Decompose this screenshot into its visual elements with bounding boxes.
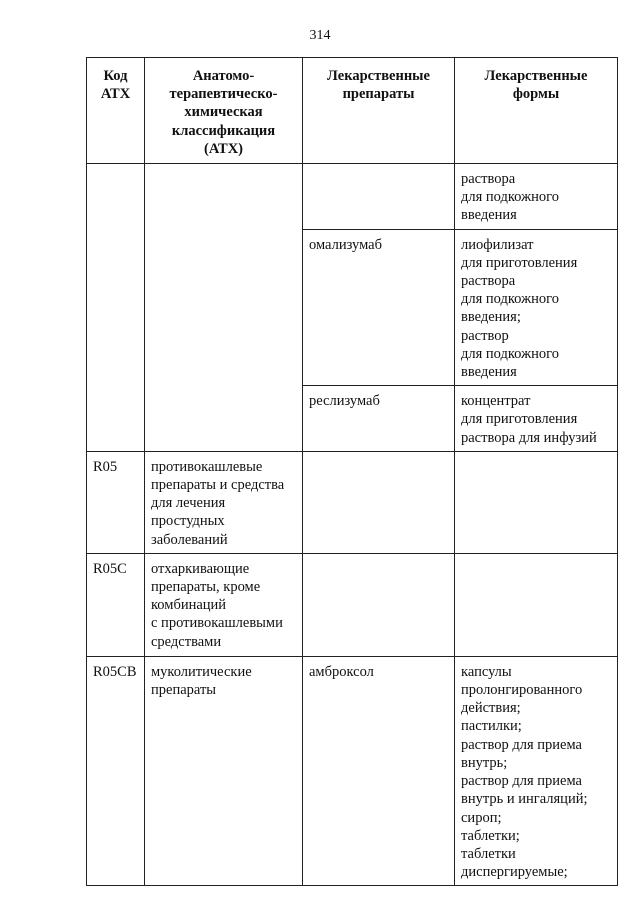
- cell-text-line: капсулы: [461, 663, 512, 680]
- cell-text-line: формы: [512, 86, 560, 103]
- cell-text-line: амброксол: [309, 663, 374, 680]
- cell-text-line: противокашлевые: [151, 458, 263, 475]
- code-cell: [87, 553, 145, 656]
- cell-text-line: внутрь;: [461, 754, 508, 771]
- cell-text-line: для подкожного: [461, 291, 559, 308]
- cell-text-line: введения: [461, 364, 517, 381]
- cell-text-line: R05C: [93, 560, 127, 577]
- cell-text-line: раствор для приема: [461, 736, 582, 753]
- drug-cell: [303, 451, 455, 553]
- cell-text-line: терапевтическо-: [169, 86, 278, 103]
- drug-cell: [303, 164, 455, 230]
- classification-cell: [145, 451, 303, 553]
- table-row: [87, 451, 618, 553]
- cell-text-line: Анатомо-: [192, 68, 255, 84]
- cell-text-line: пастилки;: [461, 718, 522, 735]
- cell-text-line: R05CB: [93, 663, 137, 680]
- table-row: [87, 656, 618, 885]
- cell-text-line: для подкожного: [461, 345, 559, 362]
- cell-text-line: средствами: [151, 633, 222, 650]
- cell-text-line: диспергируемые;: [461, 864, 568, 881]
- drug-cell: [303, 229, 455, 386]
- code-cell: [87, 451, 145, 553]
- forms-cell: [455, 386, 618, 452]
- cell-text-line: таблетки;: [461, 827, 520, 844]
- cell-text-line: раствора: [461, 273, 516, 290]
- cell-text-line: пролонгированного: [461, 682, 583, 699]
- cell-text-line: лиофилизат: [461, 236, 534, 253]
- cell-text-line: раствора для инфузий: [461, 429, 597, 446]
- forms-cell: [455, 553, 618, 656]
- drug-cell: [303, 656, 455, 885]
- cell-text-line: для приготовления: [461, 254, 578, 271]
- classification-cell: [145, 553, 303, 656]
- table-row: [87, 164, 618, 230]
- cell-text-line: сироп;: [461, 809, 502, 826]
- cell-text-line: раствор для приема: [461, 773, 582, 790]
- cell-text-line: АТХ: [100, 86, 131, 103]
- forms-cell: [455, 656, 618, 885]
- cell-text-line: Код: [103, 68, 128, 84]
- table-header-row: [87, 58, 618, 164]
- cell-text-line: таблетки: [461, 845, 516, 862]
- cell-text-line: Лекарственные: [484, 68, 588, 84]
- atx-table: [86, 57, 618, 886]
- drug-cell: [303, 386, 455, 452]
- code-cell: [87, 656, 145, 885]
- cell-text-line: для приготовления: [461, 411, 578, 428]
- cell-text-line: препараты, кроме: [151, 579, 261, 596]
- header-code: [87, 58, 145, 164]
- cell-text-line: введения;: [461, 309, 521, 326]
- cell-text-line: химическая: [184, 104, 263, 121]
- cell-text-line: реслизумаб: [309, 393, 380, 410]
- cell-text-line: заболеваний: [151, 531, 228, 548]
- cell-text-line: отхаркивающие: [151, 560, 250, 577]
- cell-text-line: введения: [461, 207, 517, 224]
- cell-text-line: препараты и средства: [151, 477, 285, 494]
- cell-text-line: муколитические: [151, 663, 252, 680]
- forms-cell: [455, 451, 618, 553]
- header-drugs: [303, 58, 455, 164]
- forms-cell: [455, 164, 618, 230]
- cell-text-line: с противокашлевыми: [151, 615, 283, 632]
- classification-cell: [145, 164, 303, 452]
- page-number: 314: [309, 28, 331, 43]
- cell-text-line: омализумаб: [309, 236, 382, 253]
- cell-text-line: раствора: [461, 171, 516, 188]
- cell-text-line: Лекарственные: [327, 68, 430, 84]
- cell-text-line: R05: [93, 458, 118, 475]
- cell-text-line: (АТХ): [204, 140, 243, 157]
- cell-text-line: препараты: [342, 86, 415, 103]
- cell-text-line: комбинаций: [151, 597, 227, 614]
- code-cell: [87, 164, 145, 452]
- cell-text-line: концентрат: [461, 393, 531, 410]
- header-forms: [455, 58, 618, 164]
- header-classification: [145, 58, 303, 164]
- cell-text-line: простудных: [151, 513, 225, 530]
- drug-cell: [303, 553, 455, 656]
- cell-text-line: раствор: [461, 327, 509, 344]
- cell-text-line: внутрь и ингаляций;: [461, 791, 588, 808]
- cell-text-line: для лечения: [151, 495, 226, 512]
- cell-text-line: классификация: [171, 122, 276, 139]
- forms-cell: [455, 229, 618, 386]
- cell-text-line: действия;: [461, 700, 521, 717]
- classification-cell: [145, 656, 303, 885]
- cell-text-line: для подкожного: [461, 189, 559, 206]
- table-row: [87, 553, 618, 656]
- cell-text-line: препараты: [151, 682, 217, 699]
